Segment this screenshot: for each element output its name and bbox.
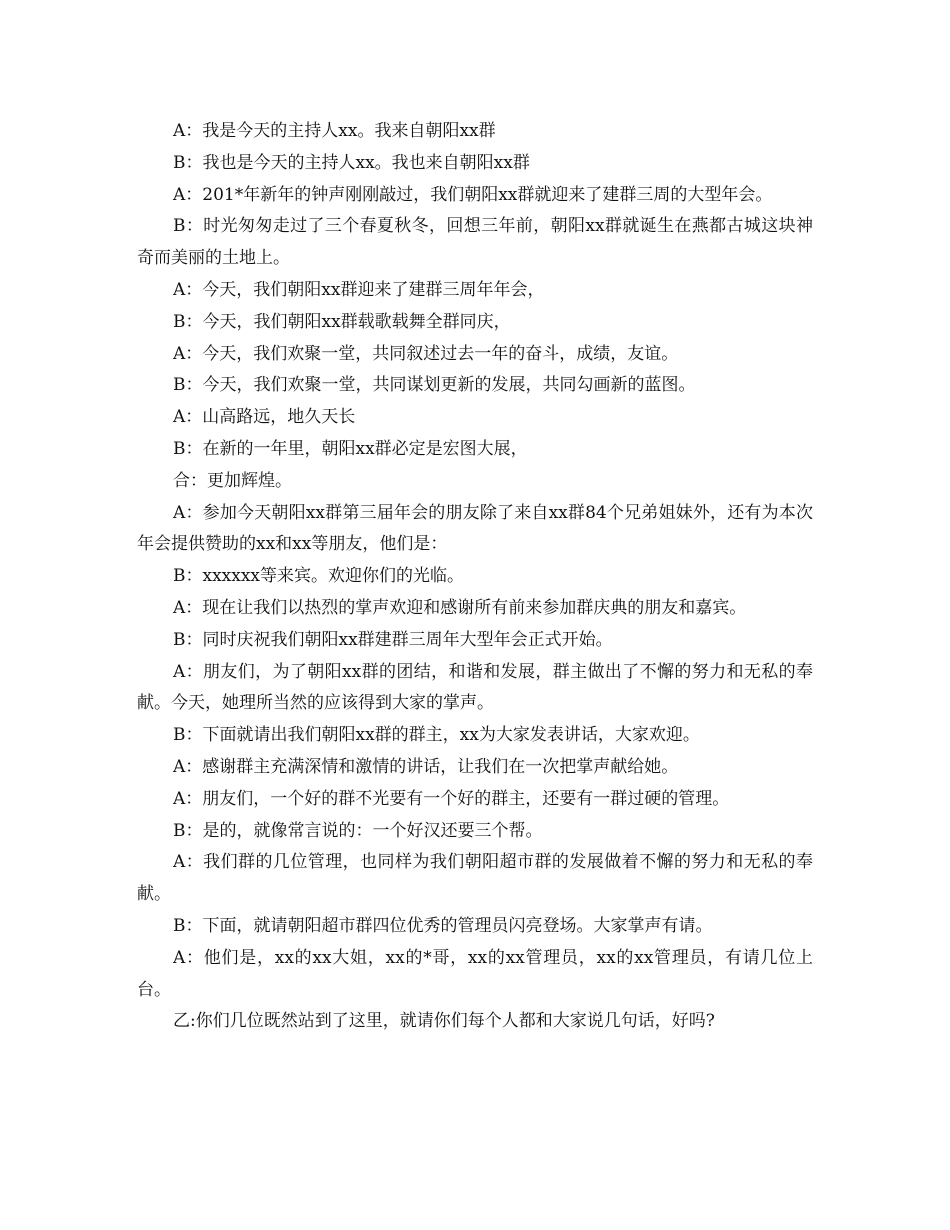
paragraph: A：感谢群主充满深情和激情的讲话，让我们在一次把掌声献给她。 [173,756,679,777]
paragraph: B：时光匆匆走过了三个春夏秋冬，回想三年前，朝阳xx群就诞生在燕都古城这块神奇而美丽的土地上。 [137,216,813,269]
paragraph: 乙:你们几位既然站到了这里，就请你们每个人都和大家说几句话，好吗? [173,1011,715,1032]
paragraph: B：xxxxxx等来宾。欢迎你们的光临。 [173,566,465,587]
paragraph: A：朋友们，一个好的群不光要有一个好的群主，还要有一群过硬的管理。 [173,788,730,809]
paragraph: A：201*年新年的钟声刚刚敲过，我们朝阳xx群就迎来了建群三周的大型年会。 [173,184,773,205]
paragraph: 合：更加辉煌。 [173,470,292,491]
paragraph: B：在新的一年里，朝阳xx群必定是宏图大展， [173,438,528,459]
paragraph: B：今天，我们欢聚一堂，共同谋划更新的发展，共同勾画新的蓝图。 [173,375,696,396]
document-body [137,116,813,1038]
paragraph: B：我也是今天的主持人xx。我也来自朝阳xx群 [173,152,530,173]
paragraph: A：今天，我们欢聚一堂，共同叙述过去一年的奋斗，成绩，友谊。 [173,343,679,364]
paragraph: A：他们是，xx的xx大姐，xx的*哥，xx的xx管理员，xx的xx管理员，有请几位上台。 [137,947,813,1000]
paragraph: B：今天，我们朝阳xx群载歌载舞全群同庆， [173,311,511,332]
paragraph: A：今天，我们朝阳xx群迎来了建群三周年年会， [173,279,545,300]
paragraph: A：我们群的几位管理，也同样为我们朝阳超市群的发展做着不懈的努力和无私的奉献。 [137,852,813,905]
paragraph: B：是的，就像常言说的：一个好汉还要三个帮。 [173,820,543,841]
paragraph: A：参加今天朝阳xx群第三届年会的朋友除了来自xx群84个兄弟姐妹外，还有为本次年会提供赞助的xx和xx等朋友，他们是： [137,502,813,555]
paragraph: B：下面就请出我们朝阳xx群的群主，xx为大家发表讲话，大家欢迎。 [173,725,700,746]
paragraph: A：现在让我们以热烈的掌声欢迎和感谢所有前来参加群庆典的朋友和嘉宾。 [173,597,747,618]
paragraph: A：我是今天的主持人xx。我来自朝阳xx群 [173,121,496,141]
paragraph: B：同时庆祝我们朝阳xx群建群三周年大型年会正式开始。 [173,629,613,650]
paragraph: B：下面，就请朝阳超市群四位优秀的管理员闪亮登场。大家掌声有请。 [173,915,713,936]
paragraph: A：山高路远，地久天长 [173,407,356,428]
paragraph: A：朋友们，为了朝阳xx群的团结，和谐和发展，群主做出了不懈的努力和无私的奉献。今天，她理所当然的应该得到大家的掌声。 [137,661,813,714]
